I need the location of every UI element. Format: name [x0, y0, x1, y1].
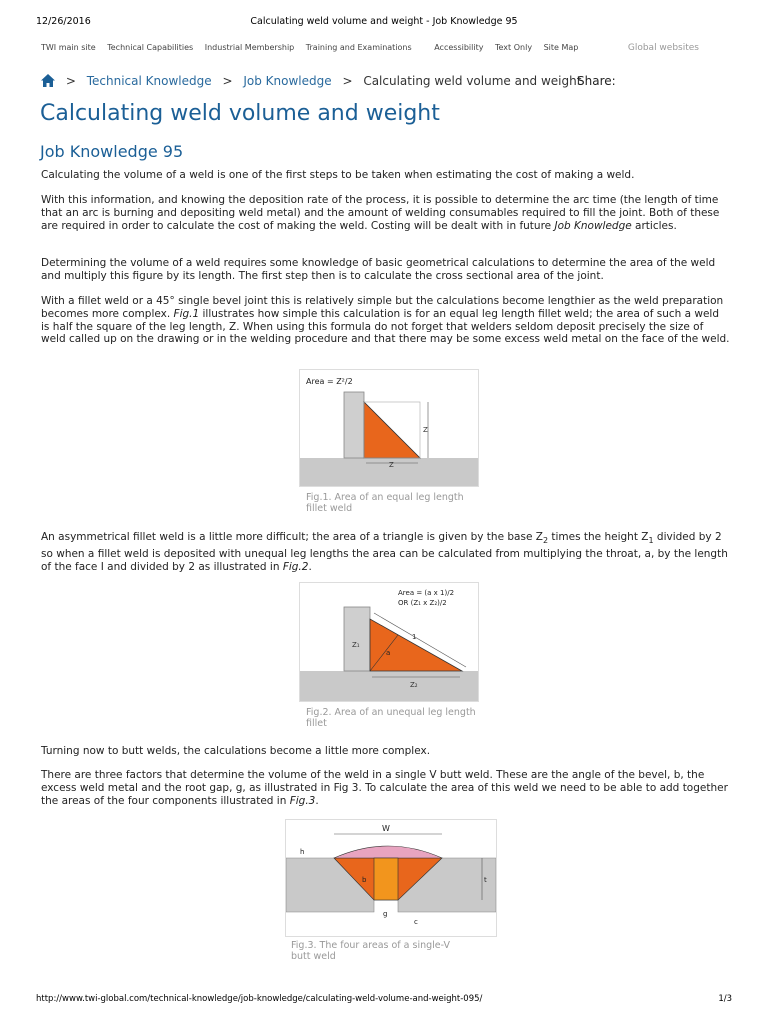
global-websites-link[interactable]: Global websites [627, 43, 699, 53]
print-page-number: 1/3 [718, 994, 732, 1004]
breadcrumb-separator: > [65, 74, 76, 88]
paragraph-4: With a fillet weld or a 45° single bevel joint this is relatively simple but the calculations become lengthier as the weld preparation becomes more complex. Fig.1 illustrates how simple this calculation is for an equal leg length fillet weld; the area of such a weld is half the square of the leg length, Z. When using this formula do not forget that welders seldom deposit precisely the size of weld called up on the drawing or in the welding procedure and that there may be some excess weld metal on the face of the weld. [41, 295, 730, 346]
nav-site-map[interactable]: Site Map [543, 43, 579, 52]
fig1-formula: Area = Z²/2 [306, 377, 353, 386]
print-footer [36, 994, 732, 1004]
paragraph-5: An asymmetrical fillet weld is a little more difficult; the area of a triangle is given by the base $Z_2$ times the height $Z_1$ divided by 2 so when a fillet weld is deposited with unequal leg lengths the area can be calculated from multiplying the throat, a, by the length of the face I and divided by 2 as illustrated in Fig.2. [41, 531, 728, 573]
breadcrumb [41, 74, 581, 90]
figure-1 [299, 369, 479, 487]
nav-technical-capabilities[interactable]: Technical Capabilities [107, 43, 194, 52]
fig3-h-label: h [300, 848, 305, 856]
figure-2 [299, 582, 479, 702]
fig3-w-label: W [382, 824, 390, 833]
nav-twi-main-site[interactable]: TWI main site [41, 43, 96, 52]
breadcrumb-technical-knowledge[interactable]: Technical Knowledge [86, 74, 212, 88]
figure-2-caption: Fig.2. Area of an unequal leg length fillet [306, 707, 476, 729]
paragraph-3: Determining the volume of a weld requires some knowledge of basic geometrical calculations to determine the area of the weld and multiply this figure by its length. The first step then is to calculate the cross sectional area of the joint. [41, 257, 716, 282]
paragraph-2: With this information, and knowing the deposition rate of the process, it is possible to determine the arc time (the length of time that an arc is burning and depositing weld metal) and the amount of welding consumables required to fill the joint. Both of these are required in order to calculate the cost of making the weld. Costing will be dealt with in future Job Knowledge articles. [41, 194, 720, 232]
home-icon[interactable] [41, 74, 55, 90]
fig3-t-label: t [484, 876, 487, 884]
breadcrumb-job-knowledge[interactable]: Job Knowledge [243, 74, 332, 88]
page-title: Calculating weld volume and weight [40, 101, 440, 126]
nav-accessibility[interactable]: Accessibility [434, 43, 484, 52]
single-v-butt-diagram [286, 820, 496, 936]
fig2-a-label: a [386, 649, 391, 657]
breadcrumb-current: Calculating weld volume and weight [363, 74, 582, 88]
share-label: Share: [577, 74, 616, 88]
print-title: Calculating weld volume and weight - Job Knowledge 95 [250, 16, 518, 27]
top-nav [41, 43, 708, 52]
unequal-fillet-diagram [300, 583, 478, 701]
fillet-weld-diagram [300, 370, 478, 486]
breadcrumb-separator: > [222, 74, 233, 88]
print-date: 12/26/2016 [36, 16, 91, 27]
paragraph-7: There are three factors that determine the volume of the weld in a single V butt weld. These are the angle of the bevel, b, the excess weld metal and the root gap, g, as illustrated in Fig 3. To calculate the area of this weld we need to be able to add together the areas of the four components illustrated in Fig.3. [41, 769, 728, 807]
page-subtitle: Job Knowledge 95 [40, 142, 184, 161]
fig2-z1-label: Z₁ [352, 641, 360, 649]
fig2-formula-1: Area = (a x 1)/2 [398, 589, 455, 597]
nav-text-only[interactable]: Text Only [495, 43, 533, 52]
fig1-z-horizontal: Z [389, 461, 394, 469]
print-url: http://www.twi-global.com/technical-knowledge/job-knowledge/calculating-weld-volume-and-weight-095/ [36, 994, 483, 1004]
fig2-formula-2: OR (Z₁ x Z₂)/2 [398, 599, 447, 607]
nav-training[interactable]: Training and Examinations [305, 43, 412, 52]
figure-3 [285, 819, 497, 937]
fig2-z2-label: Z₂ [410, 681, 418, 689]
print-header [36, 16, 732, 30]
fig2-l-label: 1 [412, 633, 417, 641]
figure-1-caption: Fig.1. Area of an equal leg length fillet weld [306, 492, 464, 514]
fig3-c-label: c [414, 918, 418, 926]
fig3-g-label: g [383, 910, 388, 918]
fig1-z-vertical: Z [423, 426, 428, 434]
breadcrumb-separator: > [342, 74, 353, 88]
figure-3-caption: Fig.3. The four areas of a single-V butt weld [291, 940, 451, 962]
paragraph-6: Turning now to butt welds, the calculations become a little more complex. [41, 745, 431, 757]
paragraph-1: Calculating the volume of a weld is one of the first steps to be taken when estimating the cost of making a weld. [41, 169, 635, 181]
fig3-b-label: b [362, 876, 367, 884]
nav-industrial-membership[interactable]: Industrial Membership [204, 43, 295, 52]
